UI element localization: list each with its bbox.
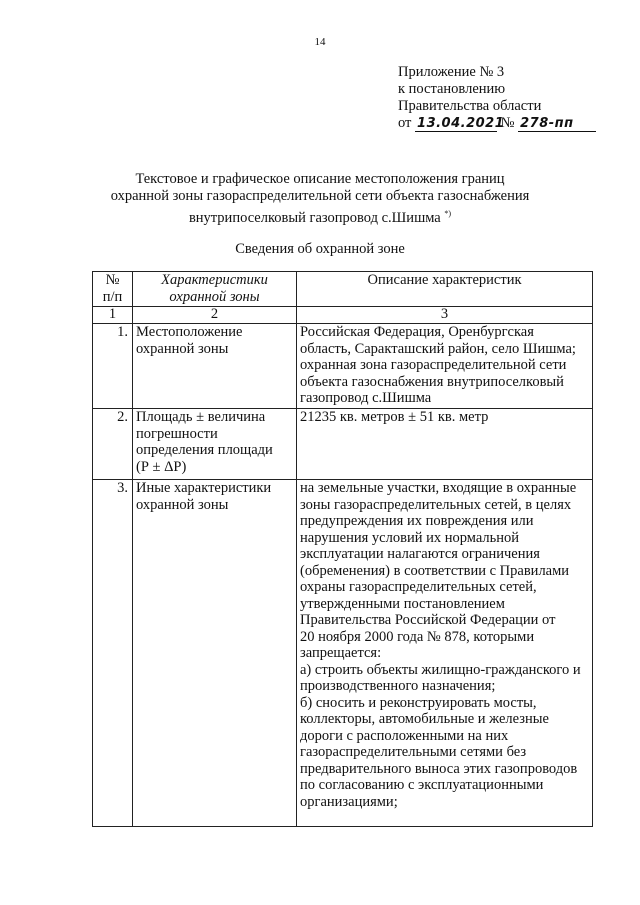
row-description: Российская Федерация, Оренбургская область, Саракташский район, село Шишма; охранная зона газораспределительной сети объекта газоснабжения внутрипоселковый газопровод с.Шишма	[297, 324, 593, 409]
appendix-date-number-line	[398, 115, 596, 132]
title-line-1: Текстовое и графическое описание местоположения границ	[135, 171, 505, 187]
from-label: от	[398, 115, 412, 131]
table-header-row	[93, 272, 593, 307]
title-line-2: охранной зоны газораспределительной сети объекта газоснабжения	[110, 188, 530, 204]
table-row	[93, 480, 593, 827]
index-cell: 3	[297, 307, 593, 324]
row-num: 2.	[93, 409, 133, 480]
row-characteristic: Площадь ± величина погрешности определения площади (Р ± ΔР)	[133, 409, 297, 480]
header-num: № п/п	[93, 272, 133, 307]
handwritten-date: 13.04.2021	[417, 116, 505, 131]
document-title	[0, 171, 640, 227]
appendix-line-2: к постановлению	[398, 81, 506, 97]
section-subtitle: Сведения об охранной зоне	[235, 241, 405, 257]
header-characteristic: Характеристики охранной зоны	[133, 272, 297, 307]
appendix-line-3: Правительства области	[398, 98, 542, 114]
index-cell: 2	[133, 307, 297, 324]
row-description: 21235 кв. метров ± 51 кв. метр	[297, 409, 593, 480]
page-number: 14	[314, 36, 326, 48]
number-label: №	[500, 115, 515, 131]
header-description: Описание характеристик	[297, 272, 593, 307]
row-description: на земельные участки, входящие в охранные зоны газораспределительных сетей, в целях предупреждения их повреждения или нарушения условий их нормальной эксплуатации налагаются ограничения (обременения) в соответствии с Правилами охраны газораспределительных сетей, утвержденными постановлением Правительства Российской Федерации от 20 ноября 2000 года № 878, которыми запрещается: а) строить объекты жилищно-гражданского и производственного назначения; б) сносить и реконструировать мосты, коллекторы, автомобильные и железные дороги с расположенными на них газораспределительными сетями без предварительного выноса этих газопроводов по согласованию с эксплуатационными организациями;	[297, 480, 593, 827]
appendix-line-1: Приложение № 3	[398, 64, 505, 80]
title-line-3-text: внутрипоселковый газопровод с.Шишма	[188, 209, 441, 226]
row-num: 3.	[93, 480, 133, 827]
row-num: 1.	[93, 324, 133, 409]
row-characteristic: Местоположение охранной зоны	[133, 324, 297, 409]
index-cell: 1	[93, 307, 133, 324]
table-index-row	[93, 307, 593, 324]
zone-info-table	[92, 271, 593, 827]
table-row	[93, 409, 593, 480]
footnote-mark: *)	[444, 209, 452, 218]
row-characteristic: Иные характеристики охранной зоны	[133, 480, 297, 827]
title-line-3	[0, 205, 640, 227]
table-row	[93, 324, 593, 409]
appendix-block	[398, 64, 596, 132]
handwritten-number: 278-пп	[518, 117, 596, 132]
